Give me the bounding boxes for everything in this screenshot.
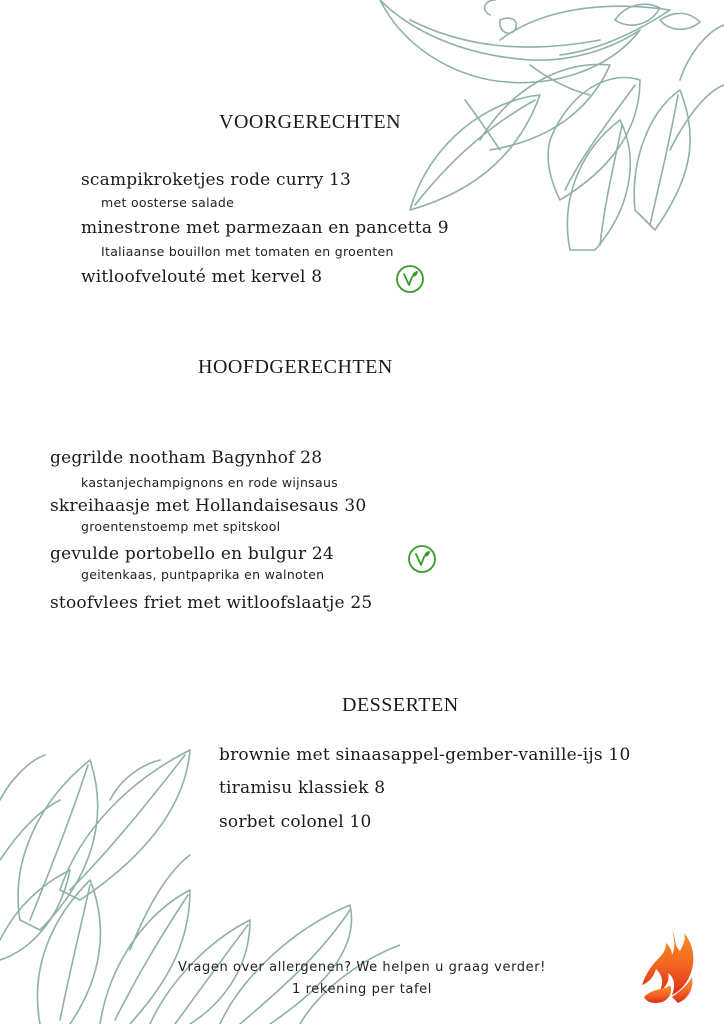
section-heading-desserts: DESSERTEN <box>342 694 459 716</box>
dish-name-main-2: skreihaasje met Hollandaisesaus 30 <box>50 496 367 516</box>
dish-desc-main-1: kastanjechampignons en rode wijnsaus <box>81 475 338 490</box>
dish-name-dessert-1: brownie met sinaasappel-gember-vanille-ijs 10 <box>219 745 631 765</box>
dish-name-dessert-3: sorbet colonel 10 <box>219 812 372 832</box>
vegan-v-leaf-icon <box>407 544 437 574</box>
dish-name-main-3: gevulde portobello en bulgur 24 <box>50 544 334 564</box>
dish-name-main-4: stoofvlees friet met witloofslaatje 25 <box>50 593 373 613</box>
dish-desc-main-3: geitenkaas, puntpaprika en walnoten <box>81 567 325 582</box>
dish-name-starter-1: scampikroketjes rode curry 13 <box>81 170 352 190</box>
section-heading-starters: VOORGERECHTEN <box>219 111 402 133</box>
footer-bill-note: 1 rekening per tafel <box>292 982 432 997</box>
dish-name-main-1: gegrilde nootham Bagynhof 28 <box>50 448 323 468</box>
dish-name-starter-2: minestrone met parmezaan en pancetta 9 <box>81 218 449 238</box>
dish-desc-starter-1: met oosterse salade <box>101 195 235 210</box>
dish-name-starter-3: witloofvelouté met kervel 8 <box>81 267 323 287</box>
dish-desc-starter-2: Italiaanse bouillon met tomaten en groenten <box>101 244 394 259</box>
section-heading-mains: HOOFDGERECHTEN <box>198 356 393 378</box>
footer-allergen-note: Vragen over allergenen? We helpen u graag verder! <box>177 960 546 975</box>
vegan-v-leaf-icon <box>395 264 425 294</box>
dish-desc-main-2: groentenstoemp met spitskool <box>81 519 281 534</box>
dish-name-dessert-2: tiramisu klassiek 8 <box>219 778 386 798</box>
